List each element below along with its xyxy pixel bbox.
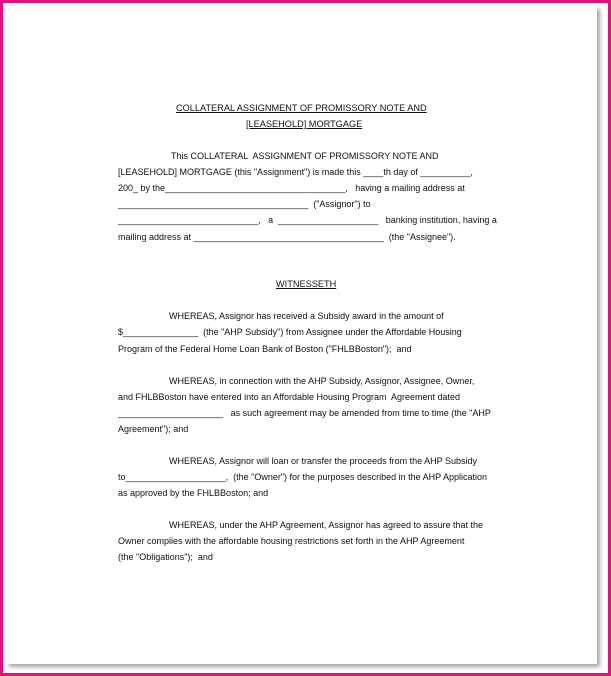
para2-line: _____________________ as such agreement may be amended from time to time (the "AHP (118, 408, 491, 418)
para2-line: Agreement"); and (118, 424, 189, 434)
intro-line: 200_ by the____________________________________, having a mailing address at (118, 183, 465, 193)
para2-line: WHEREAS, in connection with the AHP Subsidy, Assignor, Assignee, Owner, (169, 376, 475, 386)
document-page (6, 6, 597, 664)
para4-line: Owner complies with the affordable housing restrictions set forth in the AHP Agreement (118, 536, 465, 546)
para4-line: WHEREAS, under the AHP Agreement, Assignor has agreed to assure that the (169, 520, 484, 530)
intro-line: This COLLATERAL ASSIGNMENT OF PROMISSORY NOTE AND (171, 151, 439, 161)
para1-line: WHEREAS, Assignor has received a Subsidy award in the amount of (169, 311, 444, 321)
intro-line: mailing address at ______________________________________ (the "Assignee"). (118, 232, 456, 242)
intro-line: [LEASEHOLD] MORTGAGE (this "Assignment") is made this ____th day of __________, (118, 167, 473, 177)
para1-line: $_______________ (the "AHP Subsidy") from Assignee under the Affordable Housing (118, 327, 462, 337)
para3-line: as approved by the FHLBBoston; and (118, 488, 269, 498)
intro-line: ______________________________________ ("Assignor") to (118, 199, 371, 209)
para1-line: Program of the Federal Home Loan Bank of Boston ("FHLBBoston"); and (118, 344, 412, 354)
document-title-line2: [LEASEHOLD] MORTGAGE (246, 119, 363, 129)
document-title-line1: COLLATERAL ASSIGNMENT OF PROMISSORY NOTE AND (176, 103, 427, 113)
para2-line: and FHLBBoston have entered into an Affordable Housing Program Agreement dated (118, 392, 461, 402)
para3-line: WHEREAS, Assignor will loan or transfer the proceeds from the AHP Subsidy (169, 456, 477, 466)
intro-line: ____________________________, a ____________________ banking institution, having a (118, 215, 497, 225)
witnesseth-heading: WITNESSETH (276, 279, 337, 289)
para4-line: (the "Obligations"); and (118, 552, 213, 562)
para3-line: to____________________, (the "Owner") for the purposes described in the AHP Application (118, 472, 487, 482)
